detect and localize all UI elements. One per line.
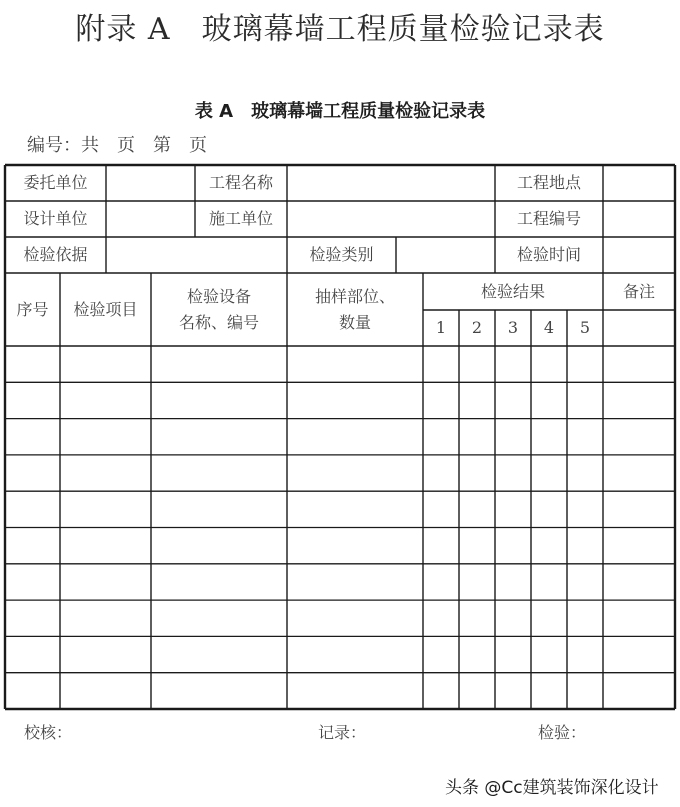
watermark: 头条 @Cc建筑装饰深化设计 bbox=[445, 778, 659, 798]
inspection-category-field[interactable] bbox=[396, 237, 495, 273]
inspection-time-field[interactable] bbox=[603, 237, 675, 273]
design-unit-label: 设计单位 bbox=[23, 209, 88, 228]
col-header-results: 检验结果 bbox=[480, 281, 545, 301]
inspection-basis-field[interactable] bbox=[106, 237, 287, 273]
result-number-4: 4 bbox=[543, 318, 555, 337]
project-location-field[interactable] bbox=[603, 165, 675, 201]
result-number-3: 3 bbox=[507, 318, 519, 337]
table-row[interactable] bbox=[5, 346, 675, 382]
col-header-seq: 序号 bbox=[16, 299, 49, 319]
record-signature-label: 记录： bbox=[318, 723, 367, 742]
project-name-field[interactable] bbox=[287, 165, 495, 201]
inspection-time-label: 检验时间 bbox=[516, 245, 581, 264]
table-row[interactable] bbox=[5, 673, 675, 709]
inspection-category-label: 检验类别 bbox=[309, 245, 374, 264]
result-number-2: 2 bbox=[471, 318, 483, 337]
table-title: 表 A 玻璃幕墙工程质量检验记录表 bbox=[194, 101, 486, 122]
col-header-equipment bbox=[151, 273, 287, 346]
col-header-item: 检验项目 bbox=[73, 299, 138, 319]
table-row[interactable] bbox=[5, 419, 675, 455]
project-name-label: 工程名称 bbox=[208, 173, 273, 192]
table-row[interactable] bbox=[5, 600, 675, 636]
construction-unit-field[interactable] bbox=[287, 201, 495, 237]
col-header-sampling-line1: 抽样部位、 bbox=[314, 286, 395, 306]
col-header-sampling-line2: 数量 bbox=[338, 312, 371, 332]
project-number-label: 工程编号 bbox=[516, 209, 581, 228]
col-header-equipment-line2: 名称、编号 bbox=[178, 312, 259, 332]
inspect-signature-label: 检验： bbox=[538, 723, 587, 742]
result-number-5: 5 bbox=[579, 318, 591, 337]
col-header-sampling bbox=[287, 273, 423, 346]
table-row[interactable] bbox=[5, 564, 675, 600]
col-header-remarks: 备注 bbox=[622, 281, 655, 301]
table-row[interactable] bbox=[5, 528, 675, 564]
serial-number-line: 编号：共 页 第 页 bbox=[27, 135, 207, 156]
project-number-field[interactable] bbox=[603, 201, 675, 237]
construction-unit-label: 施工单位 bbox=[208, 209, 273, 228]
design-unit-field[interactable] bbox=[106, 201, 195, 237]
table-row[interactable] bbox=[5, 455, 675, 491]
inspection-basis-label: 检验依据 bbox=[23, 245, 88, 264]
table-row[interactable] bbox=[5, 491, 675, 527]
review-signature-label: 校核： bbox=[24, 723, 73, 742]
appendix-title: 附录 A 玻璃幕墙工程质量检验记录表 bbox=[75, 12, 605, 47]
client-label: 委托单位 bbox=[23, 173, 88, 192]
project-location-label: 工程地点 bbox=[516, 173, 581, 192]
result-number-1: 1 bbox=[435, 318, 447, 337]
client-field[interactable] bbox=[106, 165, 195, 201]
table-row[interactable] bbox=[5, 636, 675, 672]
col-header-equipment-line1: 检验设备 bbox=[186, 286, 251, 306]
table-row[interactable] bbox=[5, 382, 675, 418]
